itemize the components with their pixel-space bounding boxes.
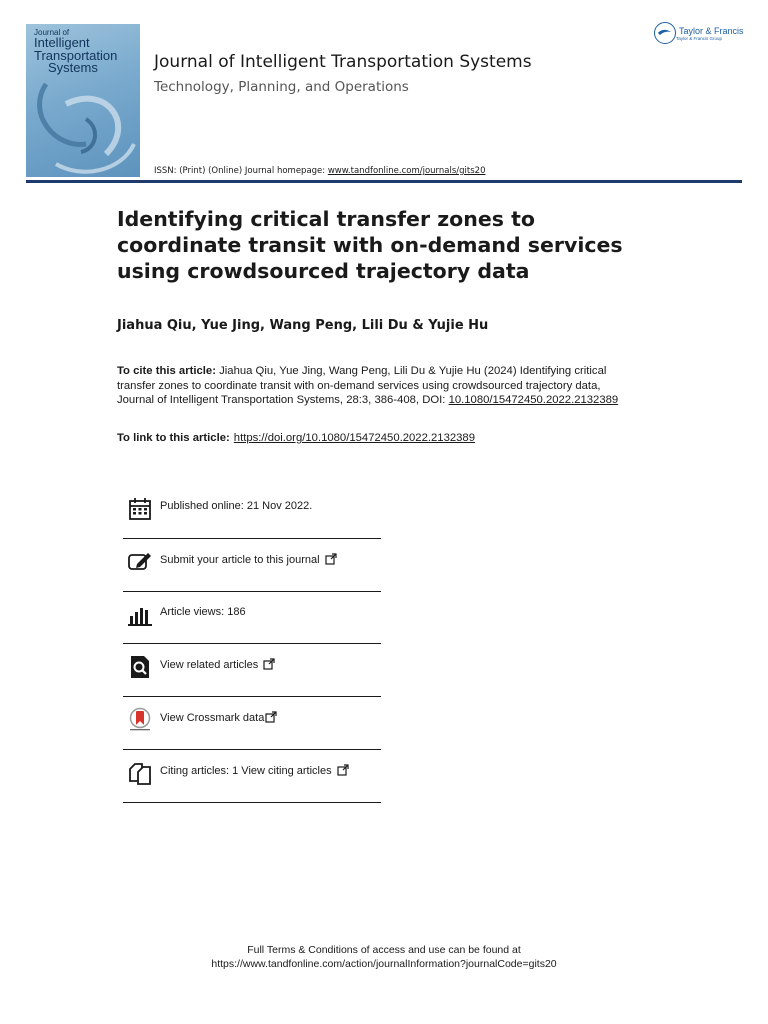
crossmark-icon <box>127 707 153 733</box>
published-date-text: Published online: 21 Nov 2022. <box>160 500 313 512</box>
citing-articles-label: Citing articles: 1 View citing articles <box>160 764 332 777</box>
edit-icon <box>127 549 153 575</box>
list-item-published <box>123 486 381 539</box>
related-articles-label: View related articles <box>160 659 259 672</box>
header-divider <box>26 180 742 183</box>
journal-title: Journal of Intelligent Transportation Systems <box>154 52 532 72</box>
crossmark-link[interactable] <box>160 711 277 724</box>
publisher-logo[interactable] <box>654 22 744 44</box>
crossmark-label: View Crossmark data <box>160 712 265 725</box>
external-link-icon <box>265 711 277 723</box>
article-views-text: Article views: 186 <box>160 605 246 618</box>
journal-subtitle: Technology, Planning, and Operations <box>154 79 409 95</box>
citing-articles-link[interactable] <box>160 764 349 777</box>
calendar-icon <box>127 496 153 522</box>
list-item-crossmark[interactable] <box>123 697 381 750</box>
external-link-icon <box>263 658 275 670</box>
article-link-line <box>117 432 475 444</box>
article-doi-url[interactable]: https://doi.org/10.1080/15472450.2022.2132389 <box>233 432 475 444</box>
journal-homepage-link[interactable]: www.tandfonline.com/journals/gits20 <box>327 166 486 176</box>
issn-line <box>154 166 485 176</box>
cover-title-line: Transportation <box>34 48 118 63</box>
footer-terms-link[interactable]: https://www.tandfonline.com/action/journalInformation?journalCode=gits20 <box>211 958 557 970</box>
cover-title-line: Journal of <box>34 28 70 37</box>
submit-article-label: Submit your article to this journal <box>160 553 320 566</box>
article-authors: Jiahua Qiu, Yue Jing, Wang Peng, Lili Du & Yujie Hu <box>117 318 489 333</box>
citing-articles-icon <box>127 760 153 786</box>
article-title: Identifying critical transfer zones to coordinate transit with on-demand services using crowdsourced trajectory data <box>117 207 623 283</box>
article-link-label: To link to this article: <box>117 432 230 444</box>
publisher-name: Taylor & Francis <box>679 25 744 36</box>
external-link-icon <box>337 764 349 776</box>
related-articles-link[interactable] <box>160 658 275 671</box>
external-link-icon <box>325 553 337 565</box>
publisher-logo-icon <box>654 22 676 44</box>
bar-chart-icon <box>127 602 153 628</box>
list-item-related-articles[interactable] <box>123 644 381 697</box>
citation-block <box>117 364 637 408</box>
article-info-list <box>123 486 381 803</box>
submit-article-link[interactable] <box>160 553 337 566</box>
list-item-submit-article[interactable] <box>123 539 381 592</box>
cover-title-line: Systems <box>48 60 98 75</box>
footer-terms-text: Full Terms & Conditions of access and use can be found at <box>247 944 521 956</box>
footer-terms <box>0 943 768 971</box>
cover-title-line: Intelligent <box>34 35 90 50</box>
related-search-icon <box>127 654 153 680</box>
list-item-citing-articles[interactable] <box>123 750 381 803</box>
publisher-group: Taylor & Francis Group <box>676 35 723 41</box>
citation-text: Jiahua Qiu, Yue Jing, Wang Peng, Lili Du & Yujie Hu (2024) Identifying critical transfer zones to coordinate transit with on-demand services using crowdsourced trajectory data, Journal of Intelligent Transportation Systems, 28:3, 386-408, DOI: <box>117 365 607 406</box>
citation-doi-link[interactable]: 10.1080/15472450.2022.2132389 <box>448 394 619 406</box>
list-item-article-views <box>123 592 381 645</box>
issn-text: ISSN: (Print) (Online) Journal homepage: <box>154 166 328 176</box>
journal-cover-image <box>26 24 140 177</box>
citation-label: To cite this article: <box>117 365 216 377</box>
